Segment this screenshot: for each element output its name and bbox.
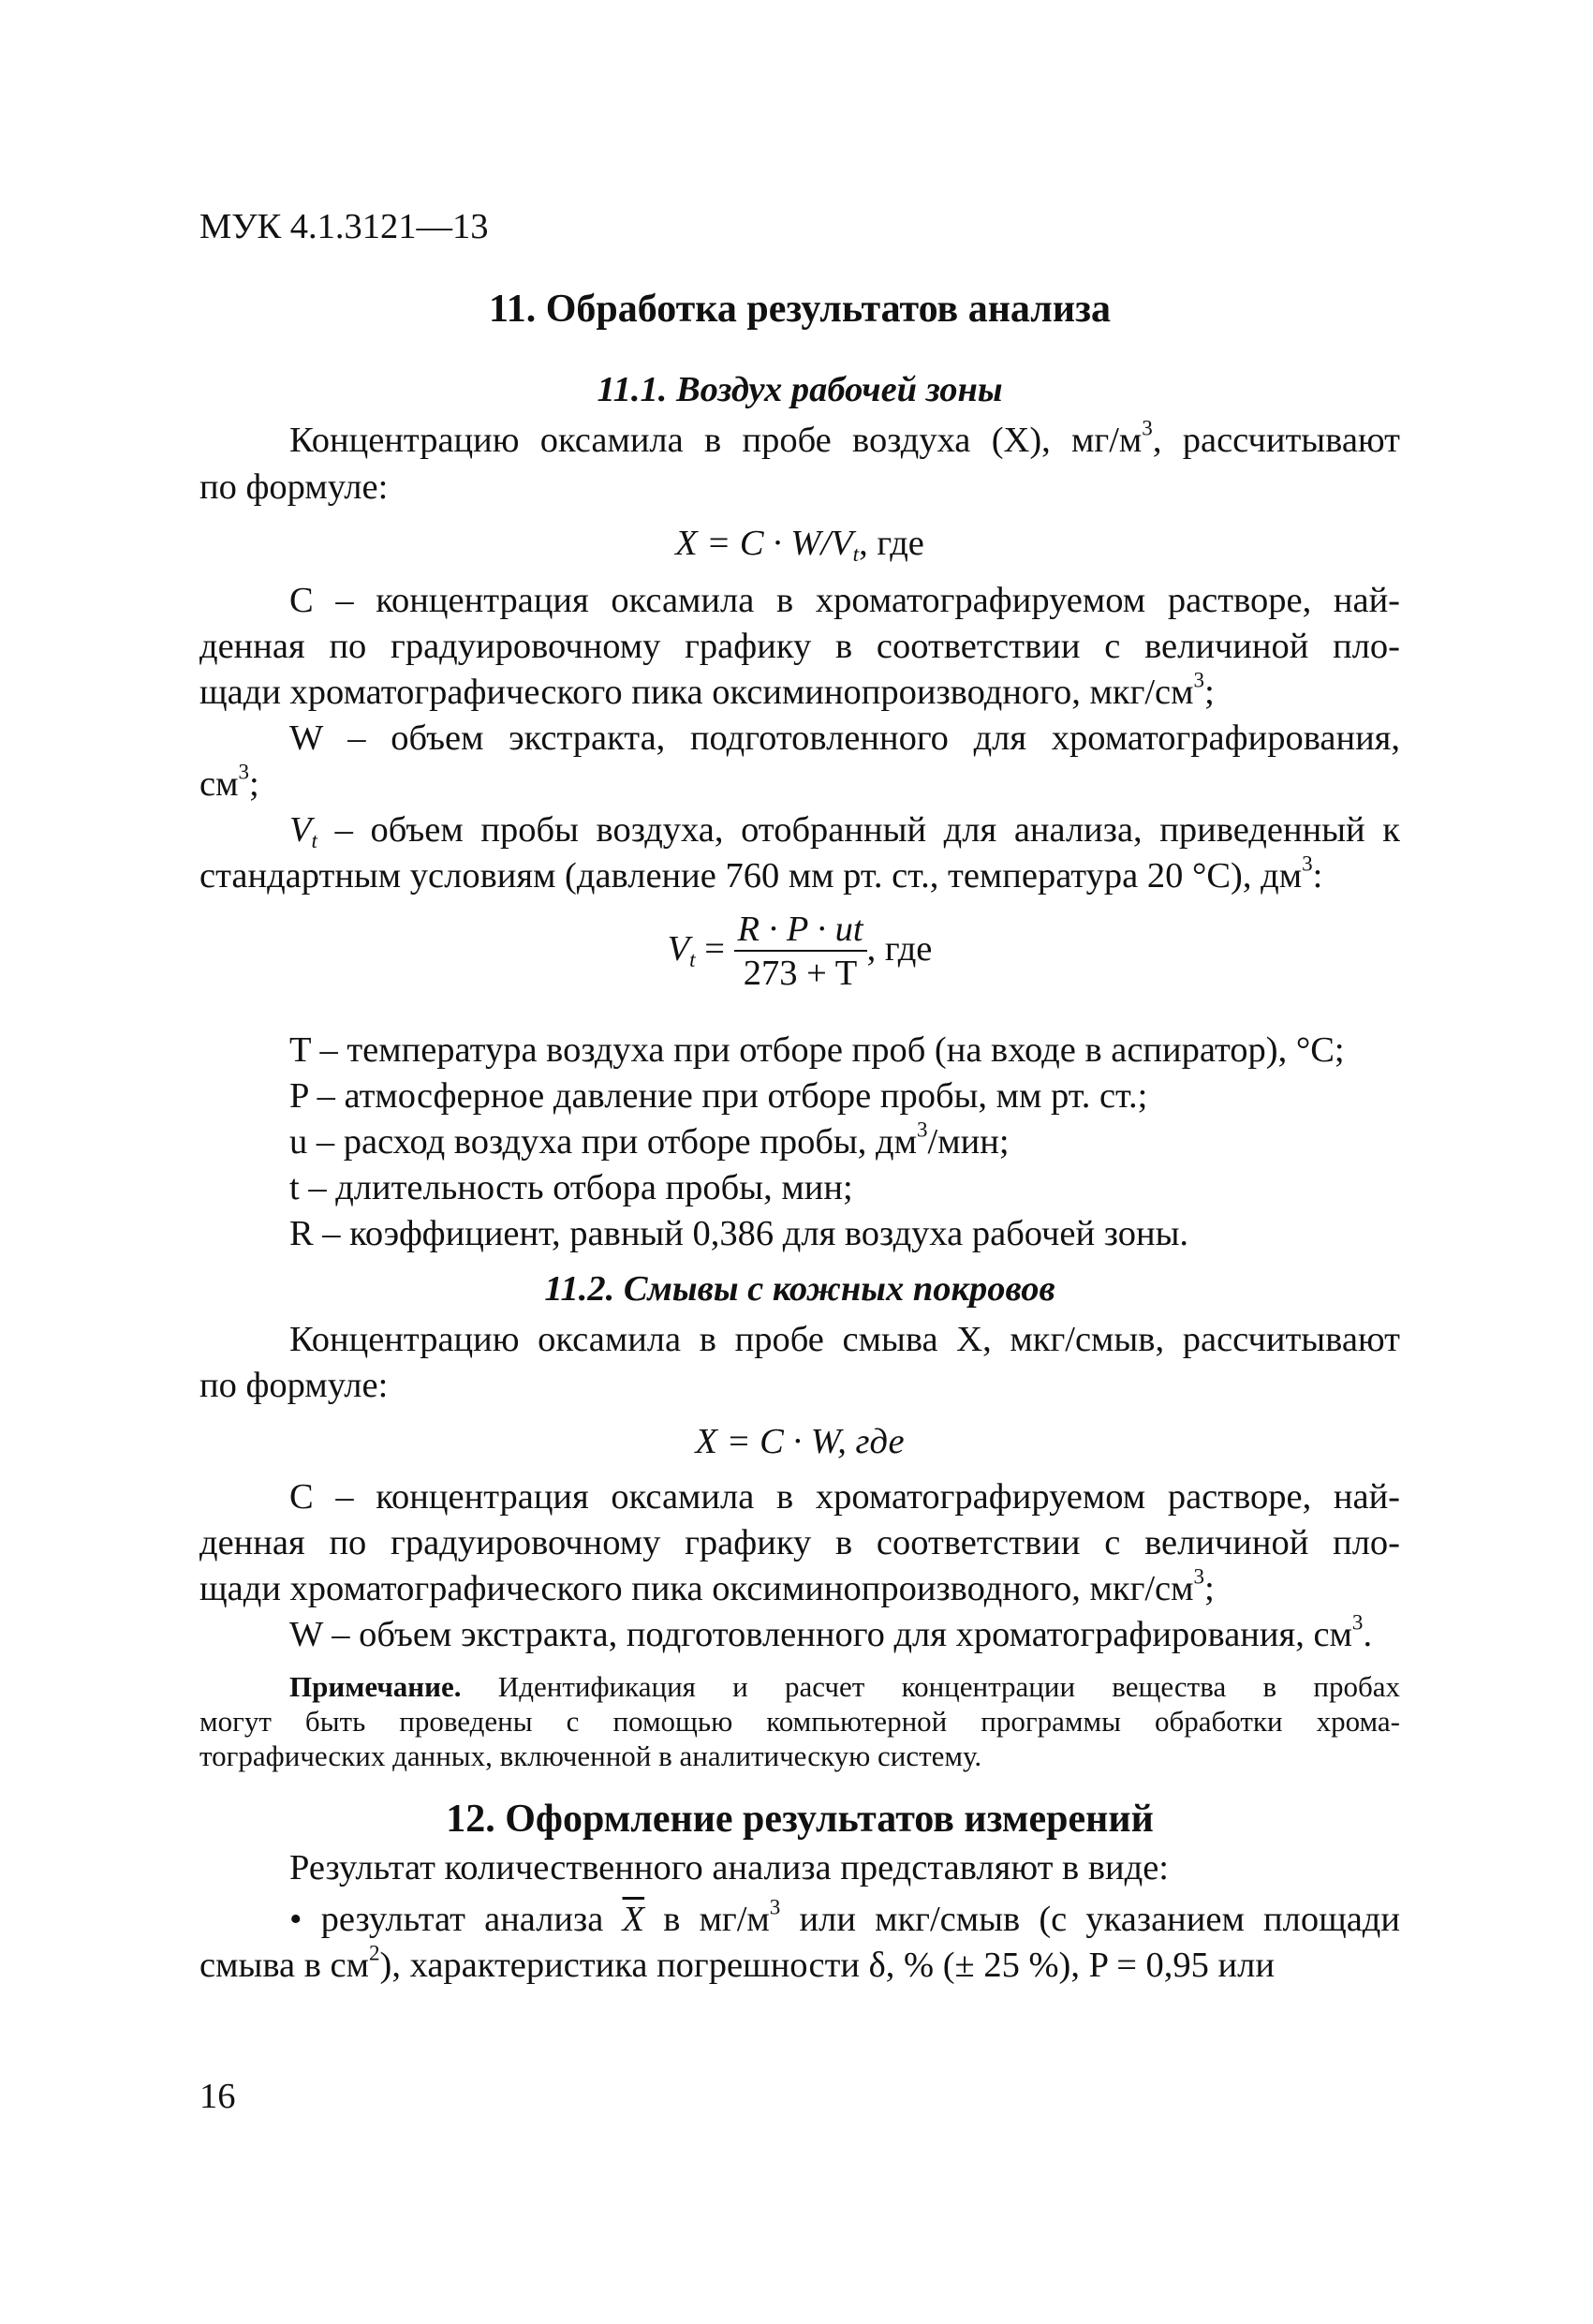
variable-t-duration: t – длительность отбора пробы, мин; (289, 1168, 853, 1207)
definition-c-line2: денная по градуировочному графику в соответствии с величиной пло- (199, 627, 1400, 666)
definition-vt-line2: стандартным условиям (давление 760 мм рт. ст., температура 20 °С), $дм^3$: (199, 851, 1323, 896)
section-12-title: 12. Оформление результатов измерений (446, 1798, 1154, 1841)
note-line3: тографических данных, включенной в аналитическую систему. (199, 1739, 982, 1772)
variable-u-flow: u – расход воздуха при отборе пробы, $дм^3$/мин; (289, 1117, 1010, 1162)
result-bullet-line1: • результат анализа $\overline{X}$ в $мг/м^3$ или мкг/смыв (с указанием площади (289, 1894, 1400, 1939)
formula-x-swab: X = C · W, где (695, 1422, 905, 1461)
swab-definition-w: W – объем экстракта, подготовленного для хроматографирования, $см^3$. (289, 1609, 1373, 1654)
section-12-intro: Результат количественного анализа представляют в виде: (289, 1848, 1170, 1887)
definition-vt-line1: $V_t$ – объем пробы воздуха, отобранный для анализа, приведенный к (289, 810, 1400, 852)
subsection-11-2-intro: Концентрацию оксамила в пробе смыва X, мкг/смыв, рассчитывают (289, 1320, 1400, 1359)
definition-c-line1: C – концентрация оксамила в хроматографируемом растворе, най- (289, 581, 1400, 620)
subsection-11-2-intro-cont: по формуле: (199, 1366, 389, 1405)
swab-definition-c-line3: щади хроматографического пика оксиминопроизводного, мкг/$см^3$; (199, 1563, 1215, 1608)
definition-c-line3: щади хроматографического пика оксиминопроизводного, мкг/$см^3$; (199, 667, 1215, 712)
doc-code-header: МУК 4.1.3121—13 (199, 207, 489, 246)
section-11-title: 11. Обработка результатов анализа (489, 288, 1111, 331)
definition-w-line2: $см^3$; (199, 759, 259, 804)
swab-definition-c-line2: денная по градуировочному графику в соответствии с величиной пло- (199, 1523, 1400, 1562)
result-bullet-line2: смыва в $см^2$), характеристика погрешности δ, % (± 25 %), P = 0,95 или (199, 1940, 1275, 1985)
page-number: 16 (199, 2077, 236, 2116)
note-line1: Примечание. Идентификация и расчет концентрации вещества в пробах (289, 1670, 1400, 1703)
formula-vt-fraction: $\frac{R \cdot P \cdot ut}{273 + T}$ (734, 909, 867, 995)
note-line2: могут быть проведены с помощью компьютерной программы обработки хрома- (199, 1705, 1400, 1738)
formula-vt: $V_t$ = $\frac{R \cdot P \cdot ut}{273 + T}$ , где (667, 910, 933, 994)
subsection-11-1-intro-cont: по формуле: (199, 467, 389, 507)
variable-p-pressure: P – атмосферное давление при отборе пробы, мм рт. ст.; (289, 1076, 1148, 1116)
definition-w-line1: W – объем экстракта, подготовленного для хроматографирования, (289, 718, 1400, 758)
variable-r-coefficient: R – коэффициент, равный 0,386 для воздуха рабочей зоны. (289, 1214, 1189, 1253)
variable-t-temperature: T – температура воздуха при отборе проб (на входе в аспиратор), °С; (289, 1030, 1345, 1070)
subsection-11-2-title: 11.2. Смывы с кожных покровов (544, 1269, 1055, 1309)
subsection-11-1-title: 11.1. Воздух рабочей зоны (597, 370, 1003, 409)
swab-definition-c-line1: C – концентрация оксамила в хроматографируемом растворе, най- (289, 1477, 1400, 1517)
formula-x-air: $X = C \cdot W/V_t$, где (675, 524, 924, 566)
subsection-11-1-intro: Концентрацию оксамила в пробе воздуха (X), $мг/м^3$, рассчитывают (289, 415, 1400, 460)
